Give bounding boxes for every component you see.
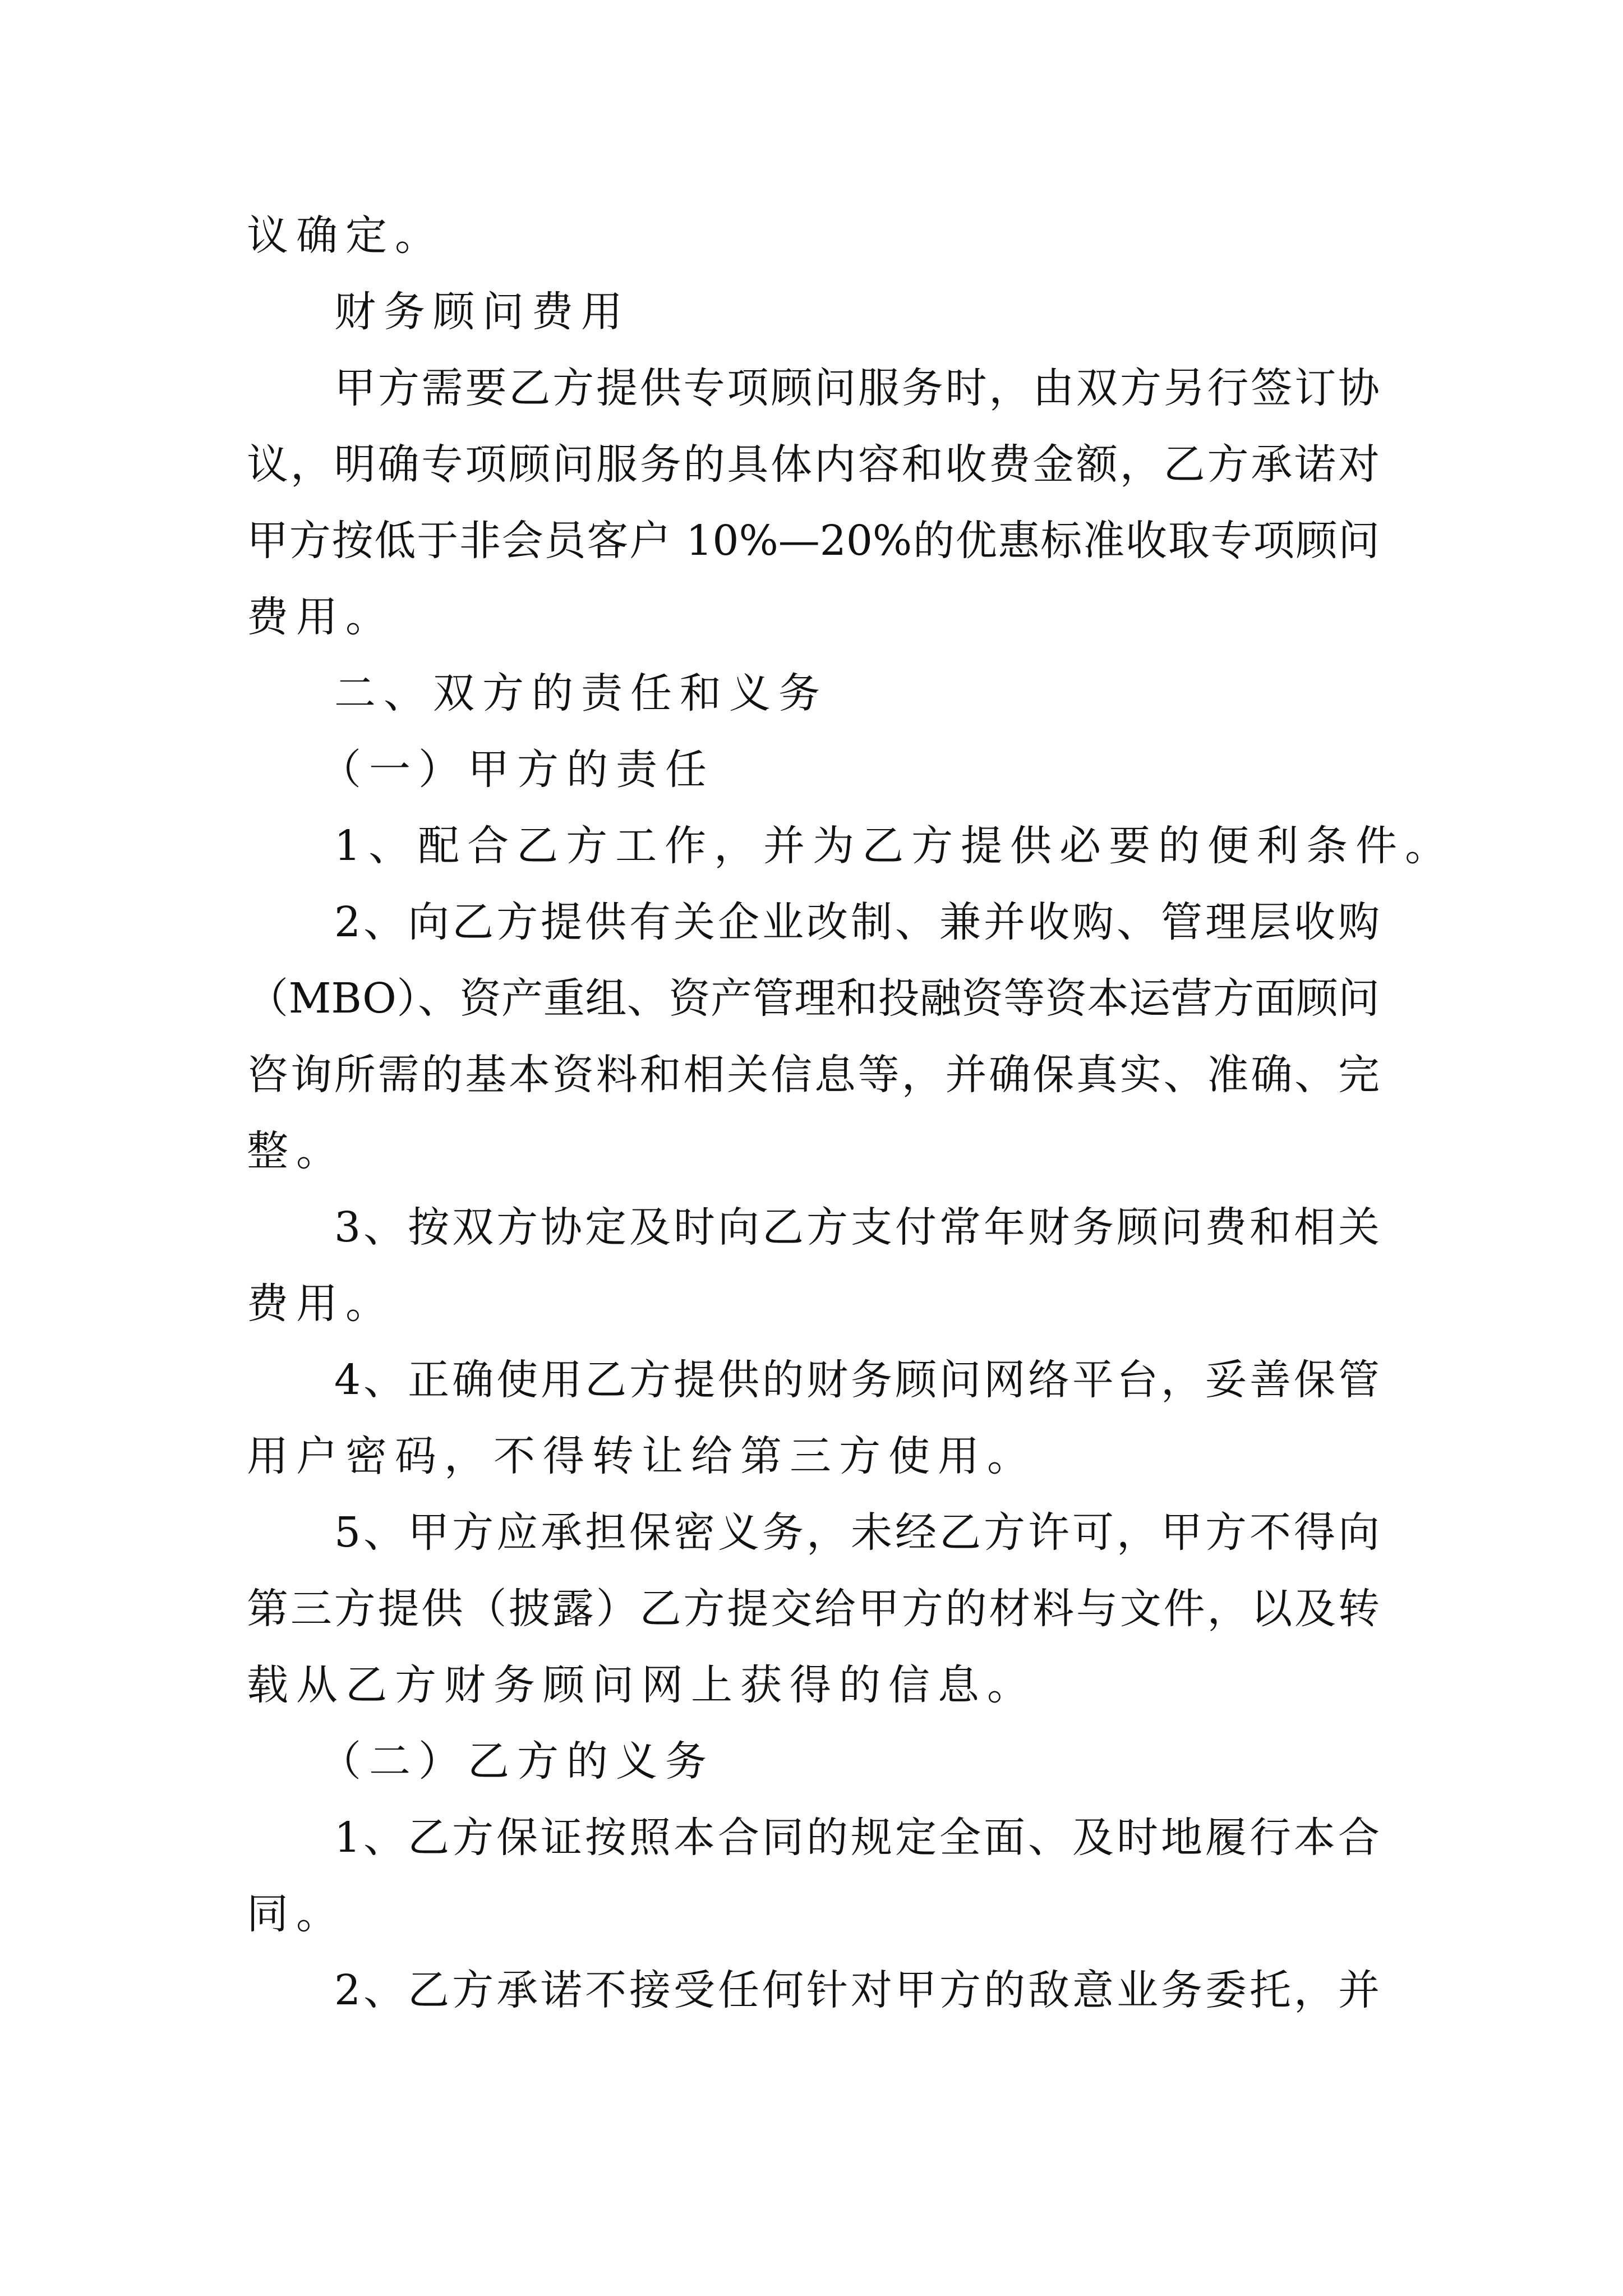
paragraph-line: 咨询所需的基本资料和相关信息等，并确保真实、准确、完 [247,1051,1380,1099]
paragraph-line: 整。 [247,1127,345,1175]
list-item: 5、甲方应承担保密义务，未经乙方许可，甲方不得向 [334,1508,1380,1557]
list-item: 2、向乙方提供有关企业改制、兼并收购、管理层收购 [334,898,1380,946]
paragraph-line: 用户密码，不得转让给第三方使用。 [247,1432,1036,1480]
list-item: 3、按双方协定及时向乙方支付常年财务顾问费和相关 [334,1203,1380,1251]
paragraph-line: 甲方按低于非会员客户 10%—20%的优惠标准收取专项顾问 [247,517,1380,565]
paragraph-line: 同。 [247,1890,345,1938]
paragraph-line: 载从乙方财务顾问网上获得的信息。 [247,1661,1036,1709]
section-heading: 二、双方的责任和义务 [334,669,828,717]
paragraph-line: 费用。 [247,593,395,641]
paragraph-line: 第三方提供（披露）乙方提交给甲方的材料与文件，以及转 [247,1585,1380,1633]
paragraph-line: 甲方需要乙方提供专项顾问服务时，由双方另行签订协 [334,364,1380,412]
paragraph-line: 议确定。 [247,211,444,260]
list-item: 1、乙方保证按照本合同的规定全面、及时地履行本合 [334,1814,1380,1862]
section-heading: 财务顾问费用 [334,288,630,336]
list-item: 4、正确使用乙方提供的财务顾问网络平台，妥善保管 [334,1356,1380,1404]
list-item: 2、乙方承诺不接受任何针对甲方的敌意业务委托，并 [334,1966,1380,2014]
subsection-heading: （一）甲方的责任 [320,746,714,794]
paragraph-line: 议，明确专项顾问服务的具体内容和收费金额，乙方承诺对 [247,440,1380,489]
list-item: 1、配合乙方工作，并为乙方提供必要的便利条件。 [334,822,1455,870]
paragraph-line: 费用。 [247,1280,395,1328]
subsection-heading: （二）乙方的义务 [320,1737,714,1786]
paragraph-line: （MBO）、资产重组、资产管理和投融资等资本运营方面顾问 [247,974,1380,1023]
